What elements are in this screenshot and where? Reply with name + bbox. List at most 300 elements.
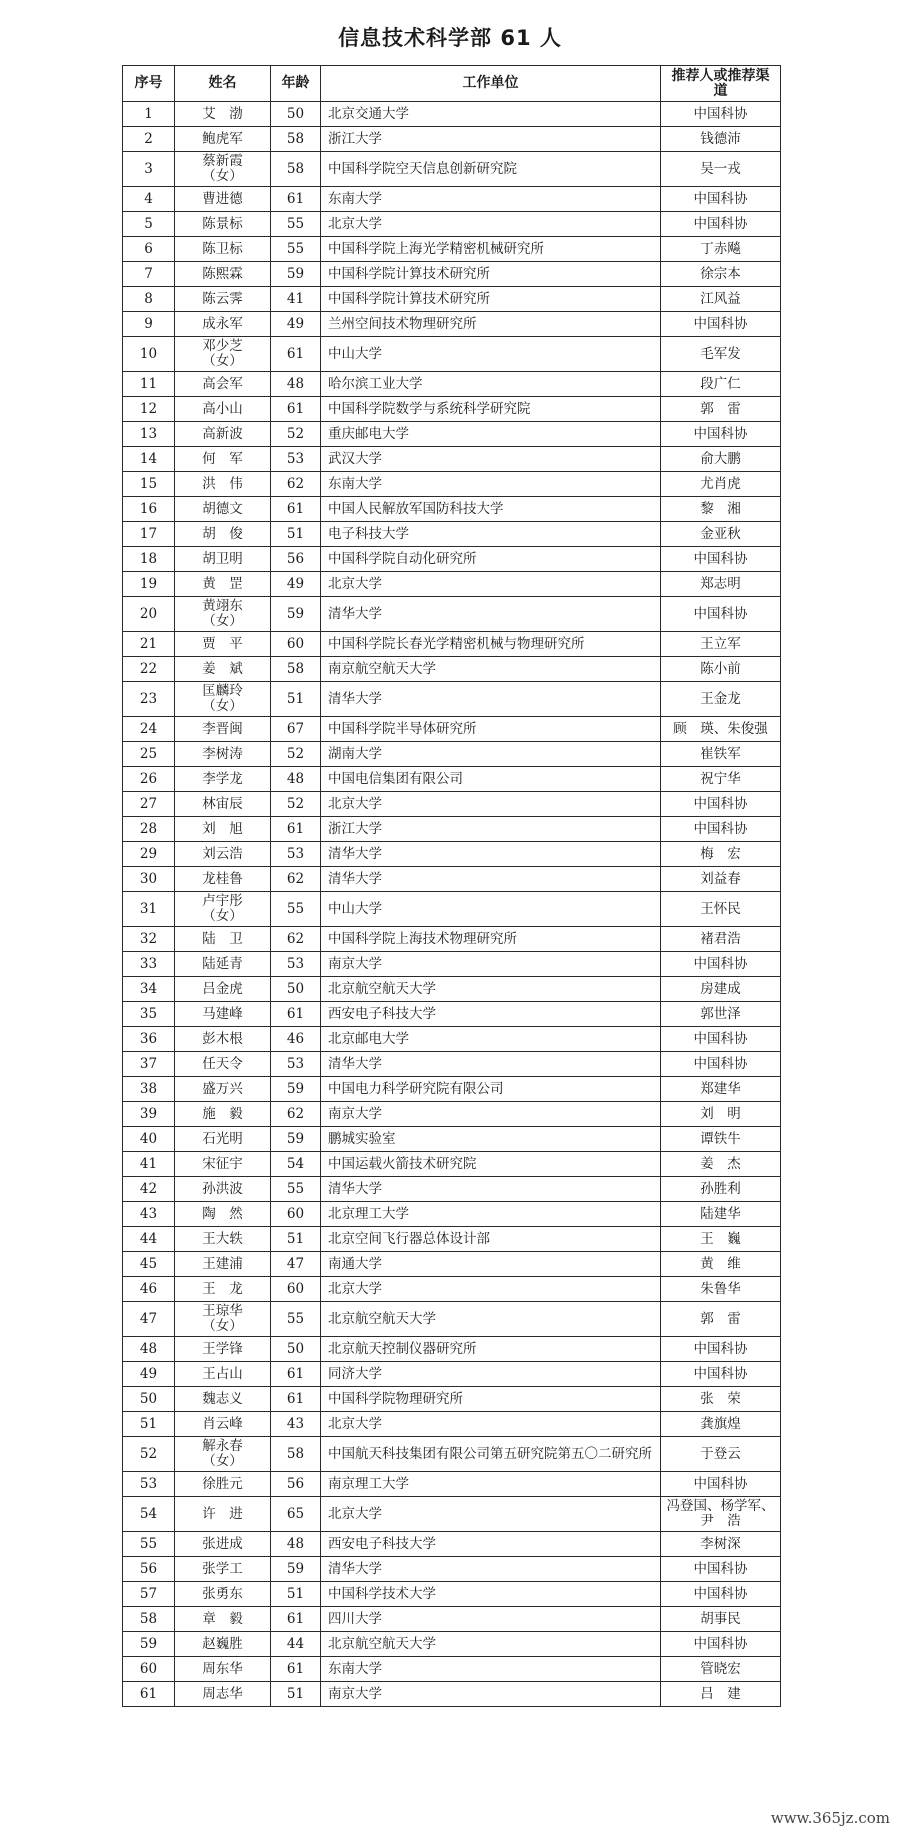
row-index: 27 <box>123 792 175 817</box>
table-row <box>123 632 781 657</box>
member-recommender: 中国科协 <box>661 1027 781 1052</box>
member-age: 55 <box>271 1302 321 1337</box>
member-name: 吕金虎 <box>175 977 271 1002</box>
member-institution: 电子科技大学 <box>321 522 661 547</box>
row-index: 28 <box>123 817 175 842</box>
row-index: 61 <box>123 1682 175 1707</box>
member-age: 52 <box>271 422 321 447</box>
member-recommender: 李树深 <box>661 1532 781 1557</box>
table-row <box>123 767 781 792</box>
row-index: 49 <box>123 1362 175 1387</box>
row-index: 43 <box>123 1202 175 1227</box>
member-age: 59 <box>271 597 321 632</box>
member-institution: 中国科学院空天信息创新研究院 <box>321 152 661 187</box>
member-age: 62 <box>271 1102 321 1127</box>
member-name: 林宙辰 <box>175 792 271 817</box>
member-recommender: 中国科协 <box>661 187 781 212</box>
member-name: 任天令 <box>175 1052 271 1077</box>
table-row <box>123 1657 781 1682</box>
member-name: 赵巍胜 <box>175 1632 271 1657</box>
member-institution: 北京航空航天大学 <box>321 977 661 1002</box>
row-index: 29 <box>123 842 175 867</box>
member-institution: 哈尔滨工业大学 <box>321 372 661 397</box>
member-recommender: 张 荣 <box>661 1387 781 1412</box>
member-name: 王占山 <box>175 1362 271 1387</box>
row-index: 3 <box>123 152 175 187</box>
member-age: 56 <box>271 1472 321 1497</box>
member-recommender: 郑建华 <box>661 1077 781 1102</box>
member-age: 52 <box>271 742 321 767</box>
member-name: 卢宇彤 （女） <box>175 892 271 927</box>
table-row <box>123 212 781 237</box>
table-row <box>123 657 781 682</box>
member-recommender: 郭 雷 <box>661 1302 781 1337</box>
member-age: 51 <box>271 1582 321 1607</box>
row-index: 20 <box>123 597 175 632</box>
member-age: 59 <box>271 1077 321 1102</box>
member-age: 56 <box>271 547 321 572</box>
table-row <box>123 1582 781 1607</box>
member-recommender: 龚旗煌 <box>661 1412 781 1437</box>
member-institution: 北京大学 <box>321 1497 661 1532</box>
member-age: 59 <box>271 1127 321 1152</box>
member-institution: 北京大学 <box>321 1412 661 1437</box>
member-age: 61 <box>271 1002 321 1027</box>
member-name: 胡卫明 <box>175 547 271 572</box>
member-age: 61 <box>271 1362 321 1387</box>
member-age: 41 <box>271 287 321 312</box>
row-index: 53 <box>123 1472 175 1497</box>
member-institution: 兰州空间技术物理研究所 <box>321 312 661 337</box>
table-row <box>123 547 781 572</box>
member-name: 高新波 <box>175 422 271 447</box>
row-index: 23 <box>123 682 175 717</box>
member-institution: 北京交通大学 <box>321 102 661 127</box>
member-recommender: 黄 维 <box>661 1252 781 1277</box>
member-institution: 西安电子科技大学 <box>321 1532 661 1557</box>
row-index: 21 <box>123 632 175 657</box>
row-index: 52 <box>123 1437 175 1472</box>
table-body <box>123 102 781 1707</box>
table-row <box>123 1302 781 1337</box>
row-index: 26 <box>123 767 175 792</box>
row-index: 15 <box>123 472 175 497</box>
member-name: 刘云浩 <box>175 842 271 867</box>
member-institution: 南京航空航天大学 <box>321 657 661 682</box>
member-name: 匡麟玲 （女） <box>175 682 271 717</box>
table-row <box>123 817 781 842</box>
member-institution: 中国科学院半导体研究所 <box>321 717 661 742</box>
table-row <box>123 1532 781 1557</box>
member-name: 成永军 <box>175 312 271 337</box>
member-age: 58 <box>271 1437 321 1472</box>
member-name: 邓少芝 （女） <box>175 337 271 372</box>
member-age: 59 <box>271 262 321 287</box>
member-recommender: 朱鲁华 <box>661 1277 781 1302</box>
member-recommender: 谭铁牛 <box>661 1127 781 1152</box>
member-name: 王学锋 <box>175 1337 271 1362</box>
member-institution: 清华大学 <box>321 682 661 717</box>
member-institution: 中国人民解放军国防科技大学 <box>321 497 661 522</box>
member-age: 61 <box>271 187 321 212</box>
row-index: 51 <box>123 1412 175 1437</box>
row-index: 55 <box>123 1532 175 1557</box>
member-recommender: 中国科协 <box>661 792 781 817</box>
member-institution: 中国运载火箭技术研究院 <box>321 1152 661 1177</box>
member-recommender: 中国科协 <box>661 952 781 977</box>
row-index: 50 <box>123 1387 175 1412</box>
member-name: 李树涛 <box>175 742 271 767</box>
member-name: 章 毅 <box>175 1607 271 1632</box>
table-row <box>123 1497 781 1532</box>
member-institution: 南京理工大学 <box>321 1472 661 1497</box>
member-institution: 武汉大学 <box>321 447 661 472</box>
member-institution: 清华大学 <box>321 1557 661 1582</box>
member-age: 47 <box>271 1252 321 1277</box>
member-recommender: 陈小前 <box>661 657 781 682</box>
member-recommender: 俞大鹏 <box>661 447 781 472</box>
row-index: 56 <box>123 1557 175 1582</box>
table-row <box>123 1472 781 1497</box>
table-row <box>123 127 781 152</box>
row-index: 18 <box>123 547 175 572</box>
member-age: 62 <box>271 472 321 497</box>
member-institution: 北京邮电大学 <box>321 1027 661 1052</box>
member-name: 施 毅 <box>175 1102 271 1127</box>
member-name: 王建浦 <box>175 1252 271 1277</box>
row-index: 1 <box>123 102 175 127</box>
member-age: 43 <box>271 1412 321 1437</box>
row-index: 12 <box>123 397 175 422</box>
member-age: 60 <box>271 1202 321 1227</box>
row-index: 48 <box>123 1337 175 1362</box>
member-recommender: 郭 雷 <box>661 397 781 422</box>
member-name: 鲍虎军 <box>175 127 271 152</box>
table-row <box>123 1077 781 1102</box>
member-institution: 南京大学 <box>321 1682 661 1707</box>
col-header-age: 年龄 <box>271 66 321 102</box>
row-index: 39 <box>123 1102 175 1127</box>
member-name: 彭木根 <box>175 1027 271 1052</box>
table-row <box>123 1387 781 1412</box>
member-recommender: 陆建华 <box>661 1202 781 1227</box>
table-row <box>123 1632 781 1657</box>
member-institution: 东南大学 <box>321 187 661 212</box>
member-recommender: 毛军发 <box>661 337 781 372</box>
member-age: 61 <box>271 337 321 372</box>
member-institution: 浙江大学 <box>321 127 661 152</box>
table-row <box>123 597 781 632</box>
member-institution: 北京航空航天大学 <box>321 1632 661 1657</box>
row-index: 5 <box>123 212 175 237</box>
member-institution: 中国科学院数学与系统科学研究院 <box>321 397 661 422</box>
table-row <box>123 287 781 312</box>
member-recommender: 江风益 <box>661 287 781 312</box>
table-row <box>123 497 781 522</box>
member-institution: 北京大学 <box>321 572 661 597</box>
member-age: 49 <box>271 312 321 337</box>
row-index: 2 <box>123 127 175 152</box>
row-index: 31 <box>123 892 175 927</box>
member-recommender: 褚君浩 <box>661 927 781 952</box>
member-age: 48 <box>271 1532 321 1557</box>
table-row <box>123 262 781 287</box>
table-row <box>123 742 781 767</box>
member-recommender: 孙胜利 <box>661 1177 781 1202</box>
table-row <box>123 1607 781 1632</box>
table-row <box>123 422 781 447</box>
member-institution: 中国科学院自动化研究所 <box>321 547 661 572</box>
member-institution: 南通大学 <box>321 1252 661 1277</box>
member-recommender: 黎 湘 <box>661 497 781 522</box>
member-recommender: 冯登国、杨学军、 尹 浩 <box>661 1497 781 1532</box>
member-name: 陈熙霖 <box>175 262 271 287</box>
member-age: 53 <box>271 842 321 867</box>
member-recommender: 中国科协 <box>661 1337 781 1362</box>
member-age: 61 <box>271 397 321 422</box>
member-recommender: 王怀民 <box>661 892 781 927</box>
table-row <box>123 187 781 212</box>
member-name: 陆延青 <box>175 952 271 977</box>
member-name: 魏志义 <box>175 1387 271 1412</box>
member-name: 张学工 <box>175 1557 271 1582</box>
row-index: 32 <box>123 927 175 952</box>
table-row <box>123 1362 781 1387</box>
table-row <box>123 1227 781 1252</box>
member-name: 龙桂鲁 <box>175 867 271 892</box>
table-row <box>123 522 781 547</box>
watermark: www.365jz.com <box>770 1809 890 1827</box>
member-name: 徐胜元 <box>175 1472 271 1497</box>
table-row <box>123 1027 781 1052</box>
table-row <box>123 397 781 422</box>
table-row <box>123 447 781 472</box>
member-institution: 南京大学 <box>321 952 661 977</box>
table-row <box>123 1337 781 1362</box>
member-institution: 清华大学 <box>321 1052 661 1077</box>
member-recommender: 吕 建 <box>661 1682 781 1707</box>
table-row <box>123 1412 781 1437</box>
member-recommender: 徐宗本 <box>661 262 781 287</box>
page-title: 信息技术科学部 61 人 <box>338 26 562 50</box>
member-name: 陈景标 <box>175 212 271 237</box>
table-row <box>123 1052 781 1077</box>
table-row <box>123 1127 781 1152</box>
row-index: 6 <box>123 237 175 262</box>
table-row <box>123 842 781 867</box>
member-institution: 中山大学 <box>321 892 661 927</box>
table-row <box>123 1202 781 1227</box>
member-recommender: 郭世泽 <box>661 1002 781 1027</box>
member-institution: 中山大学 <box>321 337 661 372</box>
member-age: 60 <box>271 632 321 657</box>
member-recommender: 中国科协 <box>661 1052 781 1077</box>
table-row <box>123 682 781 717</box>
row-index: 19 <box>123 572 175 597</box>
member-name: 陆 卫 <box>175 927 271 952</box>
member-name: 曹进德 <box>175 187 271 212</box>
member-name: 高小山 <box>175 397 271 422</box>
member-name: 张勇东 <box>175 1582 271 1607</box>
member-age: 55 <box>271 212 321 237</box>
member-institution: 清华大学 <box>321 867 661 892</box>
table-row <box>123 892 781 927</box>
member-recommender: 金亚秋 <box>661 522 781 547</box>
table-row <box>123 717 781 742</box>
row-index: 11 <box>123 372 175 397</box>
member-name: 高会军 <box>175 372 271 397</box>
member-age: 46 <box>271 1027 321 1052</box>
member-institution: 中国科学院计算技术研究所 <box>321 287 661 312</box>
member-name: 胡 俊 <box>175 522 271 547</box>
table-row <box>123 312 781 337</box>
member-age: 51 <box>271 1227 321 1252</box>
member-name: 孙洪波 <box>175 1177 271 1202</box>
member-age: 61 <box>271 497 321 522</box>
table-header-row <box>123 66 781 102</box>
member-institution: 清华大学 <box>321 597 661 632</box>
row-index: 40 <box>123 1127 175 1152</box>
row-index: 22 <box>123 657 175 682</box>
member-recommender: 中国科协 <box>661 1472 781 1497</box>
member-name: 张进成 <box>175 1532 271 1557</box>
table-row <box>123 152 781 187</box>
member-institution: 中国科学院计算技术研究所 <box>321 262 661 287</box>
row-index: 36 <box>123 1027 175 1052</box>
member-institution: 中国电力科学研究院有限公司 <box>321 1077 661 1102</box>
member-recommender: 崔铁军 <box>661 742 781 767</box>
member-institution: 北京大学 <box>321 1277 661 1302</box>
row-index: 35 <box>123 1002 175 1027</box>
member-name: 解永春 （女） <box>175 1437 271 1472</box>
member-recommender: 中国科协 <box>661 1632 781 1657</box>
row-index: 16 <box>123 497 175 522</box>
row-index: 30 <box>123 867 175 892</box>
member-name: 周志华 <box>175 1682 271 1707</box>
member-recommender: 管晓宏 <box>661 1657 781 1682</box>
member-age: 50 <box>271 977 321 1002</box>
member-age: 52 <box>271 792 321 817</box>
member-recommender: 姜 杰 <box>661 1152 781 1177</box>
member-name: 黄 罡 <box>175 572 271 597</box>
row-index: 54 <box>123 1497 175 1532</box>
member-name: 贾 平 <box>175 632 271 657</box>
col-header-name: 姓名 <box>175 66 271 102</box>
member-institution: 湖南大学 <box>321 742 661 767</box>
member-recommender: 刘益春 <box>661 867 781 892</box>
member-recommender: 钱德沛 <box>661 127 781 152</box>
member-recommender: 中国科协 <box>661 102 781 127</box>
member-recommender: 顾 瑛、朱俊强 <box>661 717 781 742</box>
table-row <box>123 792 781 817</box>
member-recommender: 中国科协 <box>661 597 781 632</box>
member-recommender: 刘 明 <box>661 1102 781 1127</box>
member-age: 53 <box>271 447 321 472</box>
member-recommender: 中国科协 <box>661 1582 781 1607</box>
row-index: 46 <box>123 1277 175 1302</box>
members-table <box>122 65 781 1707</box>
table-row <box>123 1277 781 1302</box>
row-index: 44 <box>123 1227 175 1252</box>
member-age: 55 <box>271 1177 321 1202</box>
member-recommender: 中国科协 <box>661 422 781 447</box>
member-recommender: 于登云 <box>661 1437 781 1472</box>
member-name: 李学龙 <box>175 767 271 792</box>
table-row <box>123 372 781 397</box>
member-name: 艾 渤 <box>175 102 271 127</box>
row-index: 14 <box>123 447 175 472</box>
member-recommender: 祝宁华 <box>661 767 781 792</box>
row-index: 37 <box>123 1052 175 1077</box>
member-recommender: 吴一戎 <box>661 152 781 187</box>
member-name: 陈卫标 <box>175 237 271 262</box>
member-age: 44 <box>271 1632 321 1657</box>
col-header-index: 序号 <box>123 66 175 102</box>
table-row <box>123 1002 781 1027</box>
member-institution: 中国科学院上海技术物理研究所 <box>321 927 661 952</box>
table-row <box>123 572 781 597</box>
member-age: 59 <box>271 1557 321 1582</box>
member-name: 石光明 <box>175 1127 271 1152</box>
member-age: 65 <box>271 1497 321 1532</box>
member-name: 宋征宇 <box>175 1152 271 1177</box>
row-index: 24 <box>123 717 175 742</box>
table-row <box>123 1437 781 1472</box>
member-institution: 北京大学 <box>321 212 661 237</box>
table-row <box>123 237 781 262</box>
row-index: 17 <box>123 522 175 547</box>
member-age: 62 <box>271 867 321 892</box>
member-name: 姜 斌 <box>175 657 271 682</box>
member-institution: 中国科学技术大学 <box>321 1582 661 1607</box>
member-institution: 北京大学 <box>321 792 661 817</box>
table-row <box>123 1177 781 1202</box>
member-age: 61 <box>271 1387 321 1412</box>
table-row <box>123 952 781 977</box>
member-age: 55 <box>271 892 321 927</box>
member-institution: 重庆邮电大学 <box>321 422 661 447</box>
member-recommender: 房建成 <box>661 977 781 1002</box>
member-name: 许 进 <box>175 1497 271 1532</box>
member-recommender: 胡事民 <box>661 1607 781 1632</box>
member-name: 刘 旭 <box>175 817 271 842</box>
member-recommender: 王立军 <box>661 632 781 657</box>
member-age: 58 <box>271 127 321 152</box>
member-institution: 四川大学 <box>321 1607 661 1632</box>
table-row <box>123 102 781 127</box>
row-index: 4 <box>123 187 175 212</box>
member-recommender: 段广仁 <box>661 372 781 397</box>
member-institution: 东南大学 <box>321 472 661 497</box>
member-institution: 鹏城实验室 <box>321 1127 661 1152</box>
member-age: 51 <box>271 682 321 717</box>
row-index: 9 <box>123 312 175 337</box>
member-institution: 中国航天科技集团有限公司第五研究院第五〇二研究所 <box>321 1437 661 1472</box>
member-name: 陈云霁 <box>175 287 271 312</box>
member-age: 49 <box>271 572 321 597</box>
table-row <box>123 1102 781 1127</box>
member-age: 53 <box>271 1052 321 1077</box>
member-name: 洪 伟 <box>175 472 271 497</box>
member-recommender: 王金龙 <box>661 682 781 717</box>
row-index: 8 <box>123 287 175 312</box>
member-institution: 南京大学 <box>321 1102 661 1127</box>
row-index: 58 <box>123 1607 175 1632</box>
member-age: 61 <box>271 1657 321 1682</box>
table-row <box>123 867 781 892</box>
member-age: 53 <box>271 952 321 977</box>
member-name: 何 军 <box>175 447 271 472</box>
